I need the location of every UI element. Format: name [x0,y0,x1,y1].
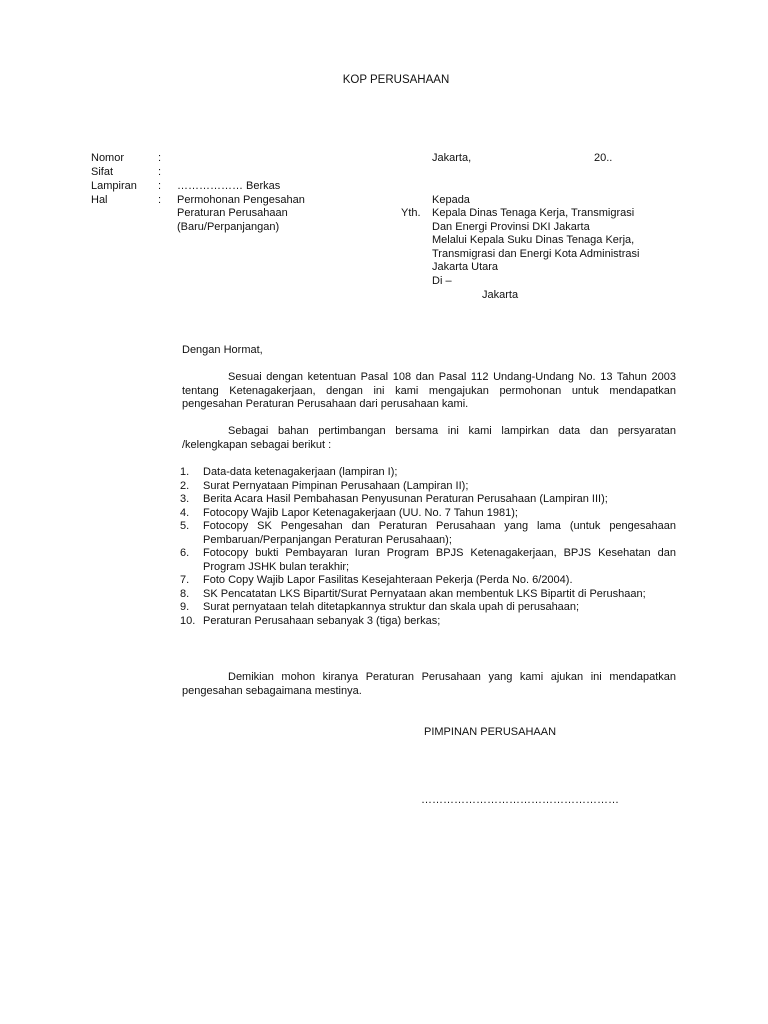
list-item [180,615,676,629]
letter-place: Jakarta, [432,152,472,164]
body-paragraph-1-text: Sesuai dengan ketentuan Pasal 108 dan Pasal 112 Undang-Undang No. 13 Tahun 2003 tentang Ketenagakerjaan, dengan ini kami mengajukan permohonan untuk mendapatkan pengesahan Peraturan Perusahaan dari perusahaan kami. [182,371,676,410]
list-item [180,507,676,521]
body-paragraph-2 [182,425,676,452]
recipient-line: Jakarta Utara [432,261,499,273]
list-item-number: 8. [180,587,190,600]
list-item-text: Berita Acara Hasil Pembahasan Penyusunan Peraturan Perusahaan (Lampiran III); [203,493,608,505]
letter-year: 20.. [594,152,613,164]
list-item-number: 7. [180,574,190,586]
list-item-number: 9. [180,601,190,613]
meta-colon-sifat: : [158,166,162,178]
meta-colon-nomor: : [158,152,162,164]
letterhead-title: KOP PERUSAHAAN [342,74,450,86]
meta-label-sifat: Sifat [91,166,114,178]
list-item-number: 10. [180,614,196,627]
closing-paragraph-text: Demikian mohon kiranya Peraturan Perusahaan yang kami ajukan ini mendapatkan pengesahan sebagaimana mestinya. [182,671,676,697]
meta-colon-lampiran: : [158,180,162,192]
list-item-text: Surat Pernyataan Pimpinan Perusahaan (Lampiran II); [203,479,469,492]
recipient-line: Kepada [432,194,470,206]
meta-value-hal-line-3: (Baru/Perpanjangan) [177,221,280,233]
signature-line: ……………………………………………… [421,794,619,806]
recipient-line: Kepala Dinas Tenaga Kerja, Transmigrasi [432,207,635,219]
body-paragraph-2-text: Sebagai bahan pertimbangan bersama ini kami lampirkan data dan persyaratan /kelengkapan sebagai berikut : [182,425,676,451]
recipient-line: Di – [432,275,452,287]
list-item-number: 2. [180,479,190,492]
list-item-number: 3. [180,493,190,505]
list-item-text: SK Pencatatan LKS Bipartit/Surat Pernyataan akan membentuk LKS Bipartit di Perushaan; [203,587,646,600]
meta-value-hal-line-1: Permohonan Pengesahan [177,194,305,206]
meta-colon-hal: : [158,194,162,206]
list-item-text: Fotocopy Wajib Lapor Ketenagakerjaan (UU. No. 7 Tahun 1981); [203,506,518,519]
attachment-list [180,466,676,628]
recipient-line: Transmigrasi dan Energi Kota Administrasi [432,248,640,260]
meta-label-lampiran: Lampiran [91,180,137,192]
list-item [180,588,676,602]
list-item-text: Fotocopy SK Pengesahan dan Peraturan Perusahaan yang lama (untuk pengesahaan Pembaruan/Perpanjangan Peraturan Perusahaan); [203,520,676,546]
list-item-text: Fotocopy bukti Pembayaran Iuran Program BPJS Ketenagakerjaan, BPJS Kesehatan dan Program JSHK bulan terakhir; [203,547,676,573]
list-item-number: 4. [180,506,190,519]
recipient-line: Melalui Kepala Suku Dinas Tenaga Kerja, [432,234,635,246]
list-item-text: Surat pernyataan telah ditetapkannya struktur dan skala upah di perusahaan; [203,601,580,613]
list-item-text: Foto Copy Wajib Lapor Fasilitas Kesejahteraan Pekerja (Perda No. 6/2004). [203,574,573,586]
closing-paragraph [182,671,676,698]
list-item-number: 1. [180,466,190,478]
meta-value-hal-line-2: Peraturan Perusahaan [177,207,288,219]
list-item-number: 5. [180,520,190,532]
list-item-text: Peraturan Perusahaan sebanyak 3 (tiga) berkas; [203,614,441,627]
list-item [180,574,676,588]
meta-value-lampiran: ……………… Berkas [177,180,281,192]
list-item-text: Data-data ketenagakerjaan (lampiran I); [203,466,398,478]
list-item [180,547,676,574]
recipient-city: Jakarta [482,289,519,301]
recipient-line: Dan Energi Provinsi DKI Jakarta [432,221,590,233]
meta-label-nomor: Nomor [91,152,125,164]
list-item [180,520,676,547]
meta-label-hal: Hal [91,194,108,206]
list-item-number: 6. [180,547,190,559]
signature-title: PIMPINAN PERUSAHAAN [424,726,557,738]
salutation: Dengan Hormat, [182,344,263,356]
yth-label: Yth. [401,207,421,219]
list-item [180,480,676,494]
list-item [180,466,676,480]
list-item [180,601,676,615]
body-paragraph-1 [182,371,676,412]
list-item [180,493,676,507]
